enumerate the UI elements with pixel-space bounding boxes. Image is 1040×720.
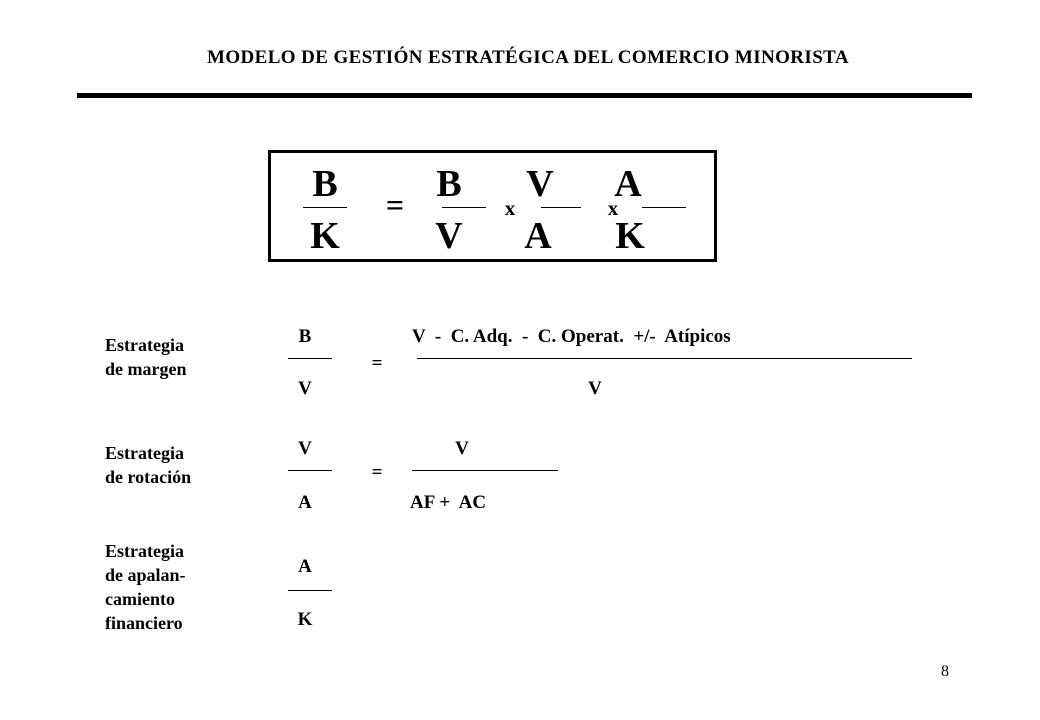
leverage-ratio-denominator: K	[297, 609, 313, 630]
rotation-expansion-fraction-bar	[412, 470, 558, 471]
main-lhs-fraction-bar	[303, 207, 347, 208]
margin-expansion-fraction-bar	[417, 358, 912, 359]
main-equals-sign: =	[385, 187, 405, 223]
strategy-leverage-label: Estrategia de apalan- camiento financiero	[105, 541, 186, 633]
margin-expansion-denominator: V	[588, 378, 602, 399]
strategy-rotation-label: Estrategia de rotación	[105, 443, 192, 487]
main-factor-1-denominator: V	[435, 215, 463, 257]
margin-ratio-numerator: B	[298, 326, 312, 347]
margin-equals-sign: =	[371, 353, 383, 374]
page-title: MODELO DE GESTIÓN ESTRATÉGICA DEL COMERCIO MINORISTA	[207, 47, 849, 68]
leverage-ratio-numerator: A	[298, 556, 312, 577]
main-factor-3-fraction-bar	[642, 207, 686, 208]
main-factor-2-numerator: V	[526, 163, 554, 205]
main-times-sign-2: x	[607, 196, 619, 220]
strategy-margin-label: Estrategia de margen	[105, 335, 187, 379]
main-lhs-numerator: B	[312, 163, 338, 205]
main-factor-1-fraction-bar	[442, 207, 486, 208]
rotation-ratio-numerator: V	[298, 438, 312, 459]
margin-expansion-numerator: V - C. Adq. - C. Operat. +/- Atípicos	[412, 326, 731, 347]
main-factor-2-fraction-bar	[541, 207, 581, 208]
page-number: 8	[941, 663, 949, 680]
leverage-ratio-fraction-bar	[288, 590, 332, 591]
margin-ratio-denominator: V	[298, 378, 312, 399]
main-times-sign-1: x	[504, 196, 516, 220]
rotation-expansion-numerator: V	[455, 438, 469, 459]
main-factor-3-denominator: K	[615, 215, 645, 257]
rotation-equals-sign: =	[371, 462, 383, 483]
margin-ratio-fraction-bar	[288, 358, 332, 359]
rotation-expansion-denominator: AF + AC	[410, 492, 487, 513]
title-divider	[77, 93, 972, 98]
main-factor-2-denominator: A	[524, 215, 552, 257]
rotation-ratio-fraction-bar	[288, 470, 332, 471]
rotation-ratio-denominator: A	[298, 492, 312, 513]
main-lhs-denominator: K	[310, 215, 340, 257]
main-factor-3-numerator: A	[614, 163, 642, 205]
main-factor-1-numerator: B	[436, 163, 462, 205]
